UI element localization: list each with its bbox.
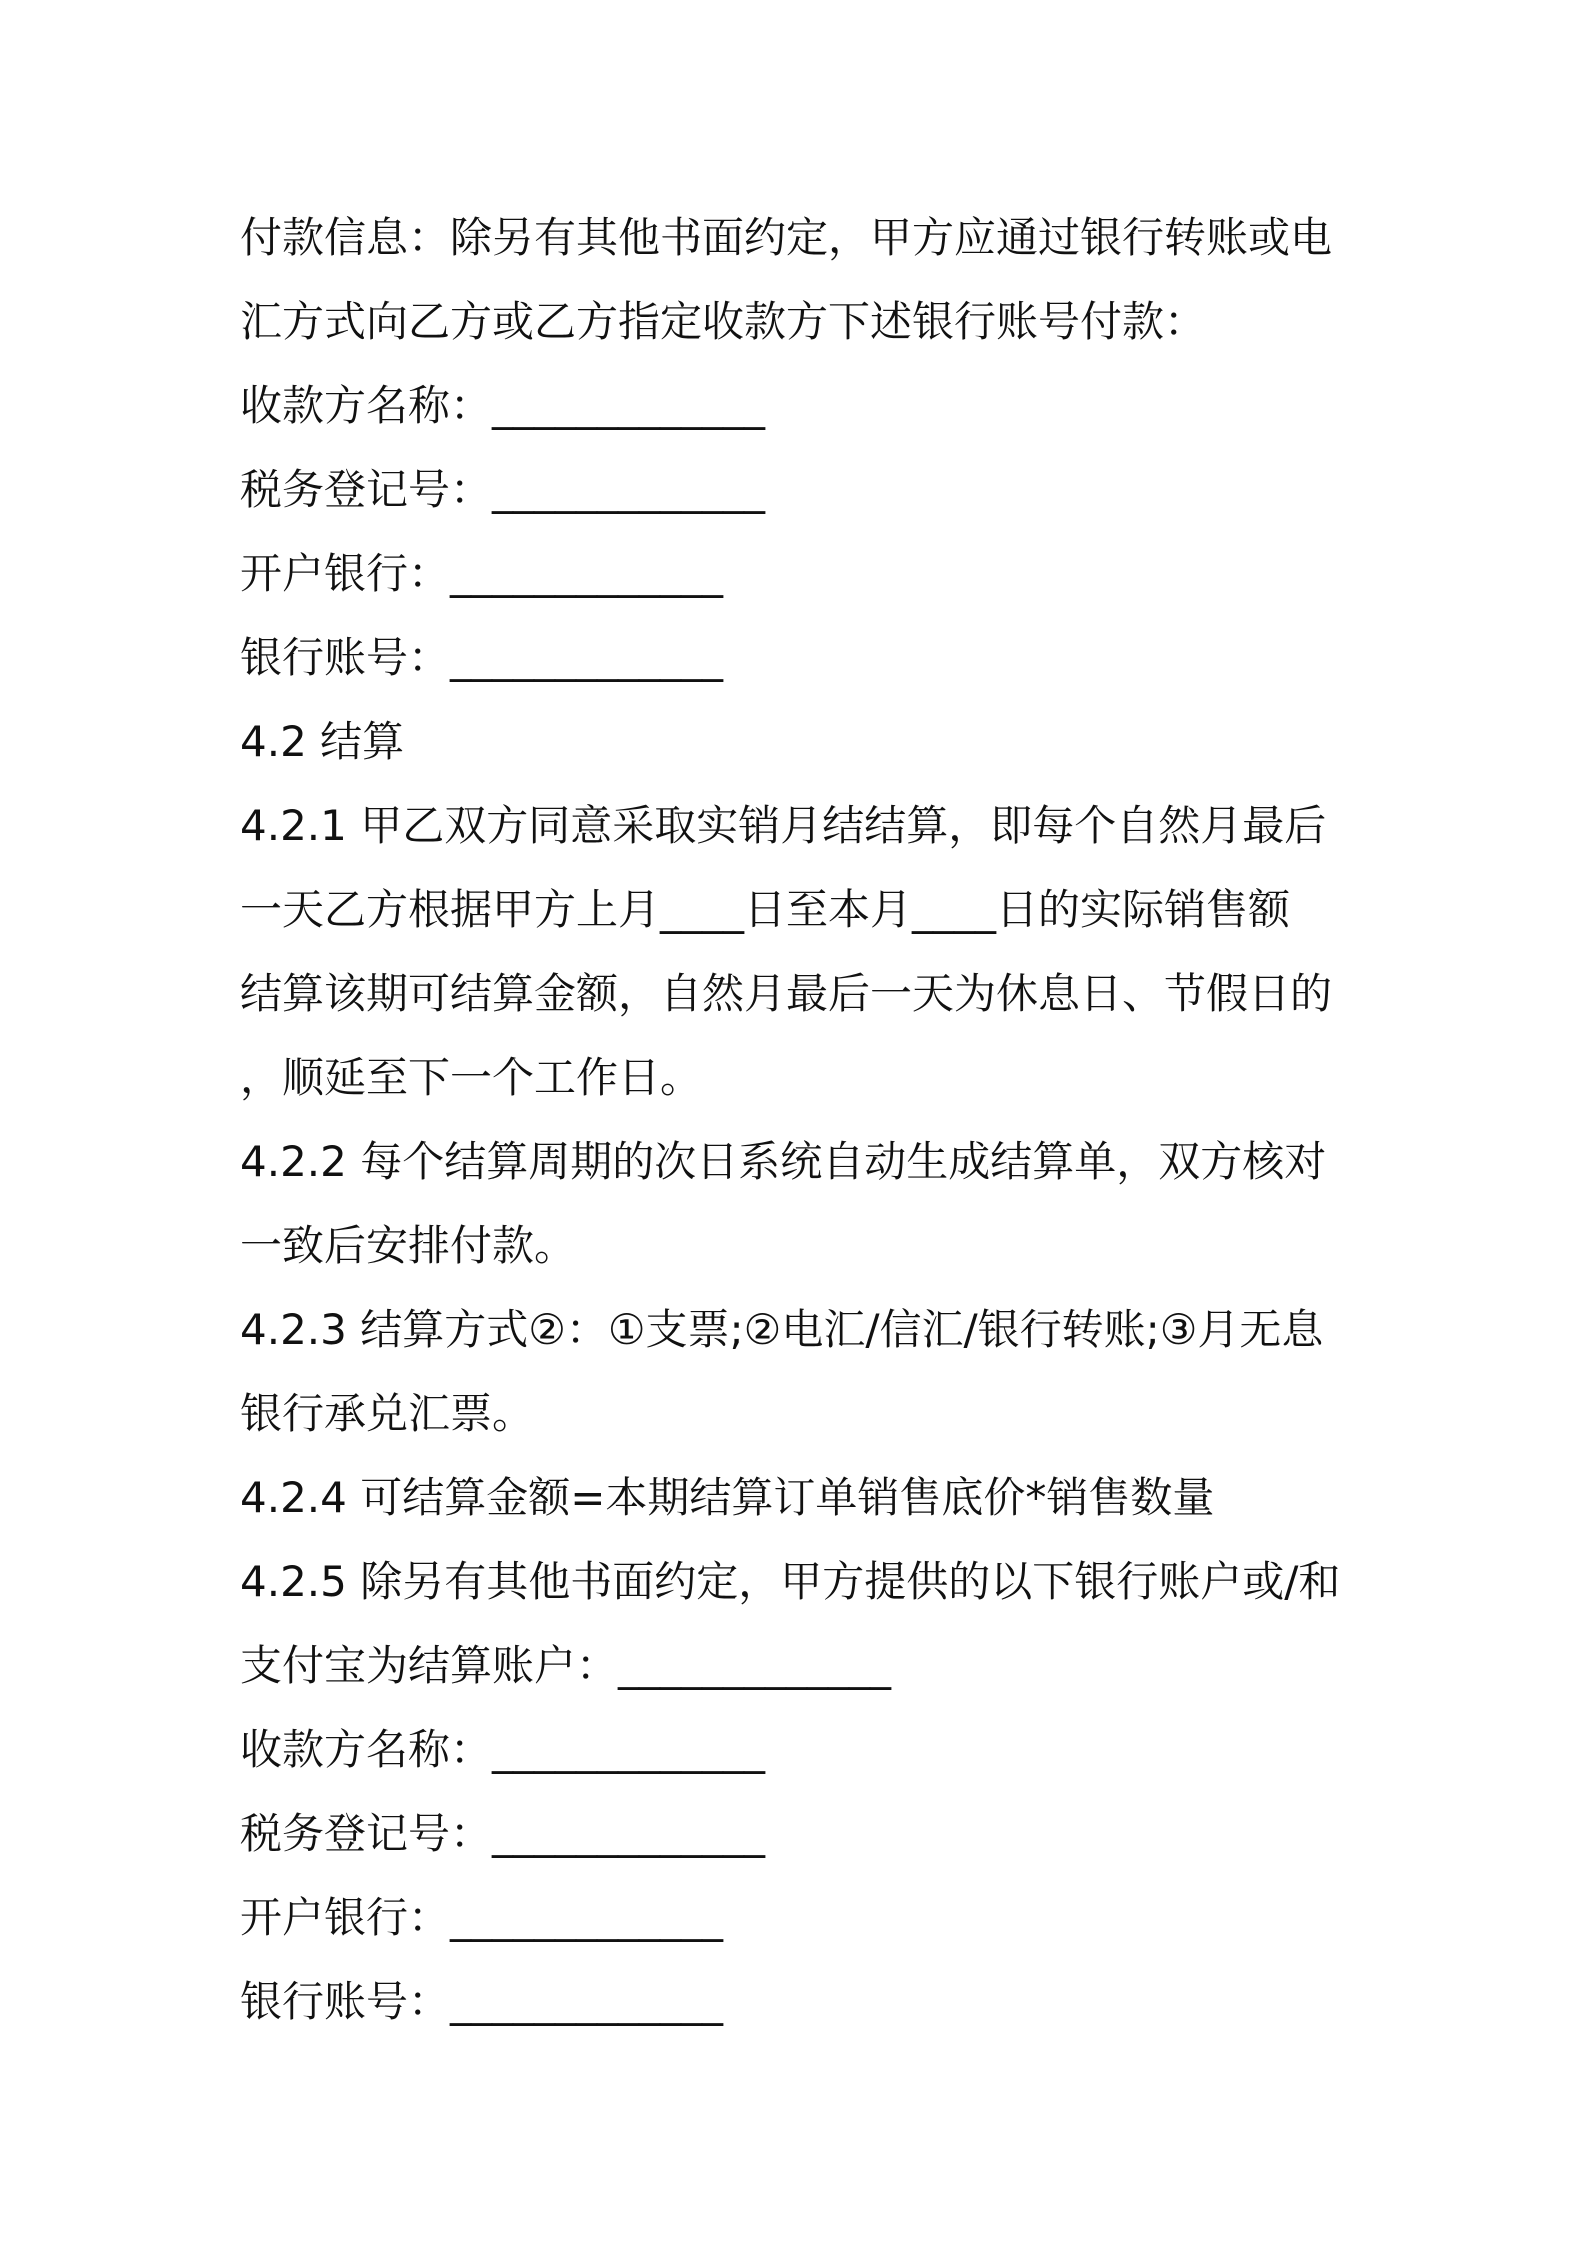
clause-4-2-1-line-4: ，顺延至下一个工作日。 [240,1053,703,1102]
clause-4-2-5-line-2: 支付宝为结算账户：_____________ [240,1641,892,1690]
clause-4-2-1-line-3: 结算该期可结算金额，自然月最后一天为休息日、节假日的 [240,969,1333,1018]
clause-4-2-1-line-2: 一天乙方根据甲方上月____日至本月____日的实际销售额 [240,885,1291,934]
payment-info-line-2: 汇方式向乙方或乙方指定收款方下述银行账号付款： [240,297,1207,346]
settlement-payee-name-field: 收款方名称：_____________ [240,1725,766,1774]
clause-4-2-3-line-2: 银行承兑汇票。 [240,1389,535,1438]
document-body [240,196,1360,2044]
section-heading-settlement: 4.2 结算 [240,717,405,766]
clause-4-2-4: 4.2.4 可结算金额=本期结算订单销售底价*销售数量 [240,1473,1215,1522]
clause-4-2-2-line-1: 4.2.2 每个结算周期的次日系统自动生成结算单，双方核对 [240,1137,1327,1186]
payment-info-line-1: 付款信息：除另有其他书面约定，甲方应通过银行转账或电 [240,213,1333,262]
clause-4-2-5-line-1: 4.2.5 除另有其他书面约定，甲方提供的以下银行账户或/和 [240,1557,1341,1606]
settlement-bank-name-field: 开户银行：_____________ [240,1893,724,1942]
payee-name-field: 收款方名称：_____________ [240,381,766,430]
clause-4-2-2-line-2: 一致后安排付款。 [240,1221,577,1270]
bank-name-field: 开户银行：_____________ [240,549,724,598]
settlement-bank-account-field: 银行账号：_____________ [240,1977,724,2026]
tax-registration-field: 税务登记号：_____________ [240,465,766,514]
settlement-tax-registration-field: 税务登记号：_____________ [240,1809,766,1858]
clause-4-2-3-line-1: 4.2.3 结算方式②：①支票;②电汇/信汇/银行转账;③月无息 [240,1305,1324,1354]
clause-4-2-1-line-1: 4.2.1 甲乙双方同意采取实销月结结算，即每个自然月最后 [240,801,1327,850]
bank-account-field: 银行账号：_____________ [240,633,724,682]
